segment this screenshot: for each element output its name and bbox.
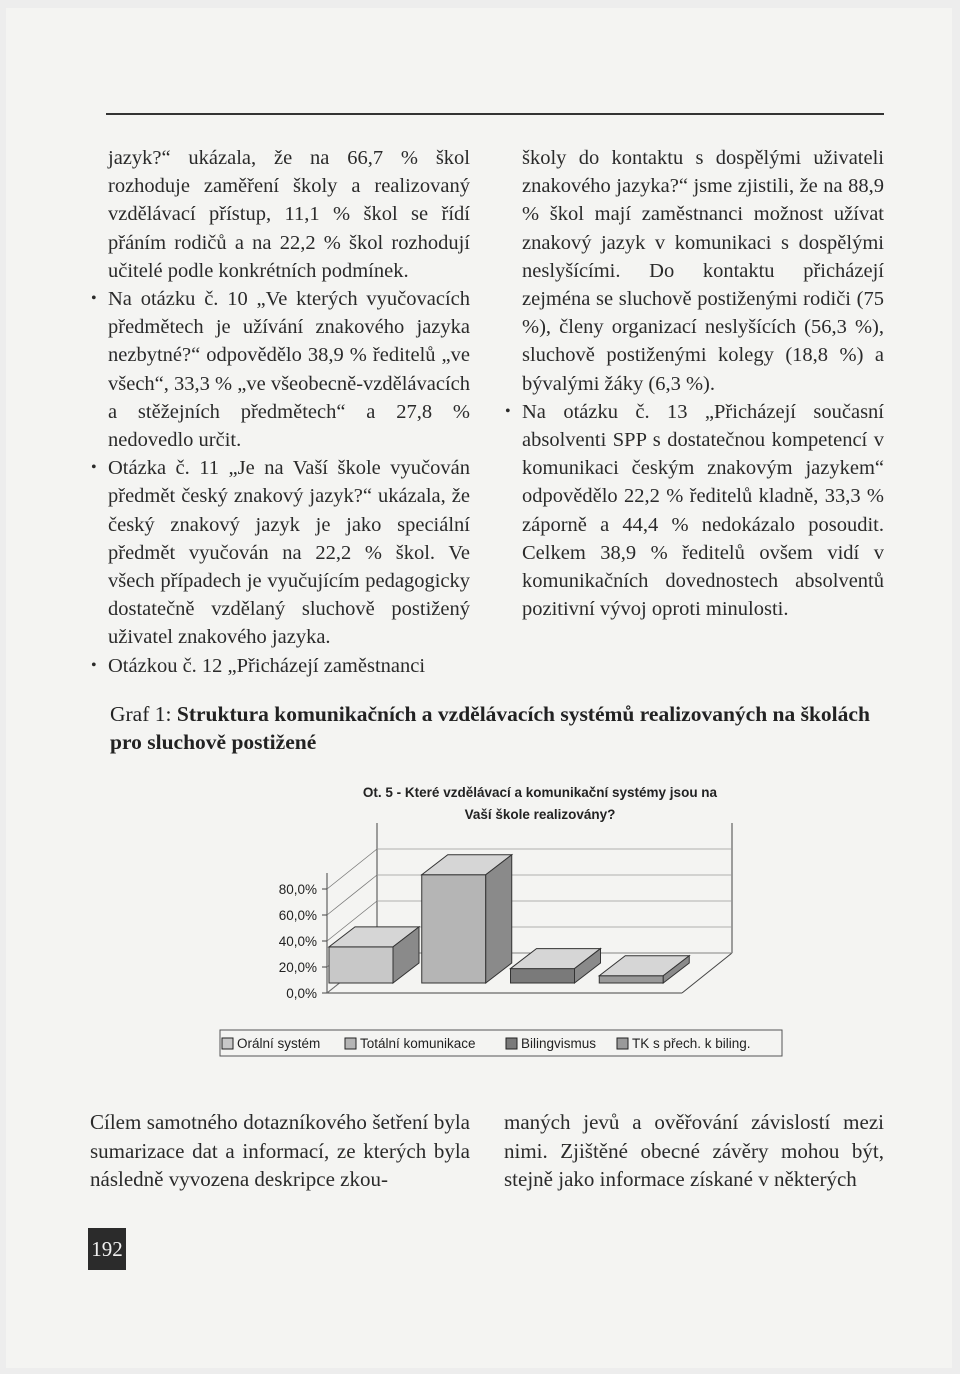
bar-front [599, 976, 663, 983]
paragraph: Cílem samotného dotazníkového šetření byla sumarizace dat a informací, ze kterých byla následně vyvozena deskripce zkou- [90, 1110, 470, 1191]
bottom-right-text [504, 1108, 884, 1194]
legend-label: Bilingvismus [521, 1036, 597, 1051]
legend-swatch [222, 1038, 233, 1049]
legend-label: Orální systém [237, 1036, 321, 1051]
y-tick-label: 20,0% [278, 960, 317, 975]
chart-title-line1: Ot. 5 - Které vzdělávací a komunikační systémy jsou na [362, 785, 718, 800]
book-page [6, 8, 952, 1368]
y-tick-label: 60,0% [278, 908, 317, 923]
graph-caption-title: Struktura komunikačních a vzdělávacích systémů realizovaných na školách pro sluchově postižené [110, 702, 870, 754]
legend-label: Totální komunikace [360, 1036, 476, 1051]
bullet-paragraph: • Otázka č. 11 „Je na Vaší škole vyučován předmět český znakový jazyk?“ ukázala, že český znakový jazyk je jako speciální předmět vyučován na 22,2 % škol. Ve všech případech je vyučujícím pedagogicky dostatečně vzdělaný sluchově postižený uživatel znakového jazyka. [108, 454, 470, 651]
bar-front [329, 947, 393, 983]
gridline-side [327, 875, 377, 915]
legend-swatch [617, 1038, 628, 1049]
legend-label: TK s přech. k biling. [632, 1036, 751, 1051]
bar-side [486, 855, 512, 983]
bar-front [422, 875, 486, 983]
bullet-paragraph: • Na otázku č. 13 „Přicházejí současní absolventi SPP s dostatečnou kompetencí v komunikaci českým znakovým jazykem“ odpovědělo 22,2 % ředitelů kladně, 33,3 % záporně a 44,4 % nedokázalo posoudit. Celkem 38,9 % ředitelů ovšem vidí v komunikačních dovednostech absolventů pozitivní vývoj oproti minulosti. [522, 398, 884, 624]
paragraph: maných jevů a ověřování závislostí mezi nimi. Zjištěné obecné závěry mohou být, stejně jako informace získané v některých [504, 1110, 884, 1191]
bar-front [511, 969, 575, 983]
bottom-left-text [90, 1108, 470, 1194]
paragraph: školy do kontaktu s dospělými uživateli znakového jazyka?“ jsme zjistili, že na 88,9 % škol mají zaměstnanci možnost užívat znakový jazyk v komunikaci s dospělými neslyšícími. Do kontaktu přicházejí zejména se sluchově postiženými rodiči (75 %), členy organizací neslyšících (56,3 %), sluchově postiženými kolegy (18,8 %) a bývalými žáky (6,3 %). [522, 147, 884, 395]
y-tick-label: 40,0% [278, 934, 317, 949]
paragraph: jazyk?“ ukázala, že na 66,7 % škol rozhoduje zaměření školy a realizovaný vzdělávací přístup, 11,1 % škol se řídí přáním rodičů a na 22,2 % škol rozhodují učitelé podle konkrétních podmínek. [108, 147, 470, 282]
graph-caption-label: Graf 1: [110, 702, 172, 726]
bullet-paragraph: • Otázkou č. 12 „Přicházejí zaměstnanci [108, 652, 470, 680]
legend-swatch [506, 1038, 517, 1049]
y-tick-label: 0,0% [286, 986, 317, 1001]
page-number: 192 [88, 1228, 126, 1270]
y-tick-label: 80,0% [278, 882, 317, 897]
bullet-paragraph: • Na otázku č. 10 „Ve kterých vyučovacích předmětech je užívání znakového jazyka nezbytné?“ odpovědělo 38,9 % ředitelů „ve všech“, 33,3 % „ve všeobecně-vzdělávacích a stěžejních předmětech“ a 27,8 % nedovedlo určit. [108, 285, 470, 454]
legend-swatch [345, 1038, 356, 1049]
chart-title-line2: Vaší škole realizovány? [464, 807, 616, 822]
gridline-side [327, 849, 377, 889]
